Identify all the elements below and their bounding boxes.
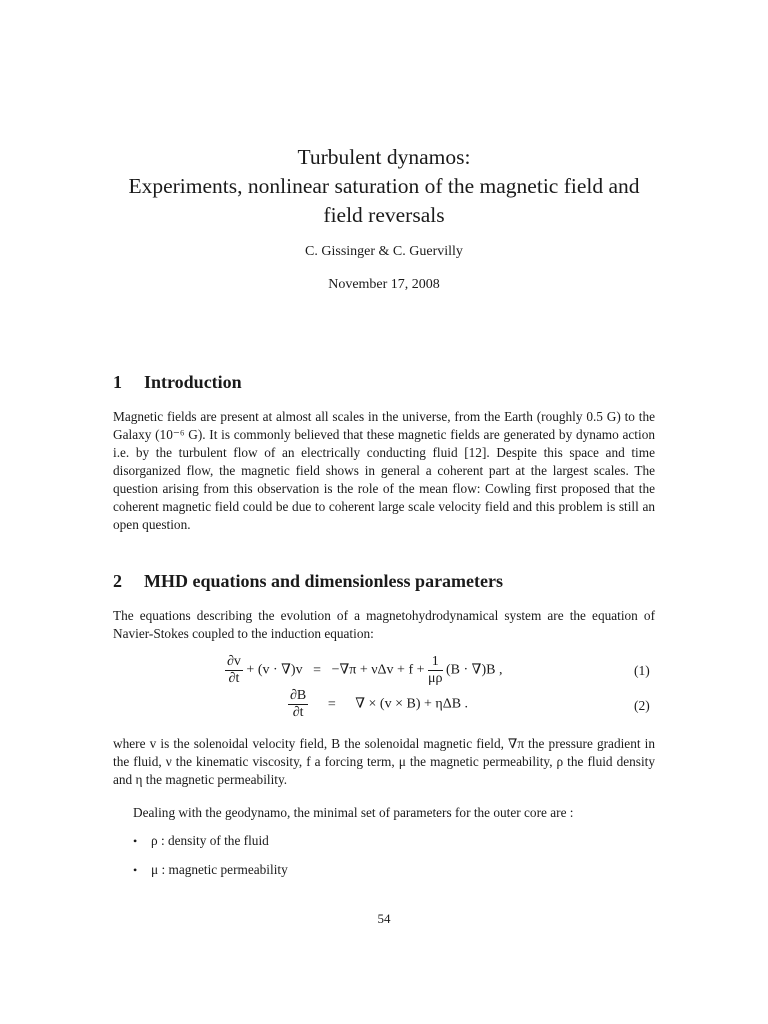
- equation-2: [288, 688, 468, 721]
- equals-sign: =: [313, 662, 322, 678]
- paper-title: [0, 143, 768, 230]
- rhs-part-a: −∇π + νΔv + f +: [331, 662, 425, 678]
- section-heading: [113, 372, 242, 393]
- section-number: 1: [113, 372, 122, 392]
- section-heading: [113, 571, 503, 592]
- equation-1: [225, 654, 502, 687]
- section-title: Introduction: [144, 372, 242, 392]
- lhs-rest: + (v · ∇)v: [246, 662, 303, 678]
- frac-numerator: ∂v: [227, 654, 241, 669]
- frac-numerator: 1: [428, 654, 443, 671]
- section-title: MHD equations and dimensionless parameters: [144, 571, 504, 591]
- title-line: field reversals: [323, 203, 445, 227]
- frac-denominator: ∂t: [292, 705, 304, 720]
- list-item: [133, 833, 269, 849]
- frac-denominator: μρ: [428, 671, 443, 686]
- bullet-icon: •: [133, 834, 138, 848]
- rhs-fraction: [428, 654, 443, 687]
- list-item-text: ρ : density of the fluid: [151, 833, 269, 848]
- title-line: Experiments, nonlinear saturation of the magnetic field and: [128, 174, 640, 198]
- intro-paragraph: Magnetic fields are present at almost all scales in the universe, from the Earth (roughly 0.5 G) to the Galaxy (10⁻⁶ G). It is commonly believed that these magnetic fields are generated by dynamo action i.e. by the turbulent flow of an electrically conducting fluid [12]. Despite this space and time disorganized flow, the magnetic field shows in general a coherent part at the largest scales. The question arising from this observation is the role of the mean flow: Cowling first proposed that the coherent magnetic field could be due to coherent large scale velocity field and this problem is still an open question.: [113, 409, 655, 532]
- authors: C. Gissinger & C. Guervilly: [305, 244, 463, 259]
- page-number: 54: [377, 911, 391, 926]
- list-item-text: μ : magnetic permeability: [151, 862, 288, 877]
- rhs-part-b: (B · ∇)B ,: [446, 662, 503, 678]
- equals-sign: =: [327, 696, 336, 712]
- lhs-fraction: [225, 654, 243, 687]
- lhs-fraction: [288, 688, 308, 721]
- title-line: Turbulent dynamos:: [297, 145, 471, 169]
- list-item: [133, 862, 288, 878]
- geodynamo-paragraph: Dealing with the geodynamo, the minimal set of parameters for the outer core are :: [133, 805, 574, 820]
- rhs: ∇ × (v × B) + ηΔB .: [355, 696, 469, 712]
- frac-numerator: ∂B: [290, 688, 307, 703]
- equation-number: (1): [634, 663, 650, 678]
- mhd-intro-paragraph: The equations describing the evolution of a magnetohydrodynamical system are the equation of Navier-Stokes coupled to the induction equation:: [113, 608, 655, 641]
- date: November 17, 2008: [328, 277, 440, 292]
- bullet-icon: •: [133, 863, 138, 877]
- frac-denominator: ∂t: [228, 671, 240, 686]
- equation-number: (2): [634, 698, 650, 713]
- where-paragraph: where v is the solenoidal velocity field, B the solenoidal magnetic field, ∇π the pressure gradient in the fluid, ν the kinematic viscosity, f a forcing term, μ the magnetic permeability, ρ the fluid density and η the magnetic permeability.: [113, 736, 655, 787]
- section-number: 2: [113, 571, 122, 591]
